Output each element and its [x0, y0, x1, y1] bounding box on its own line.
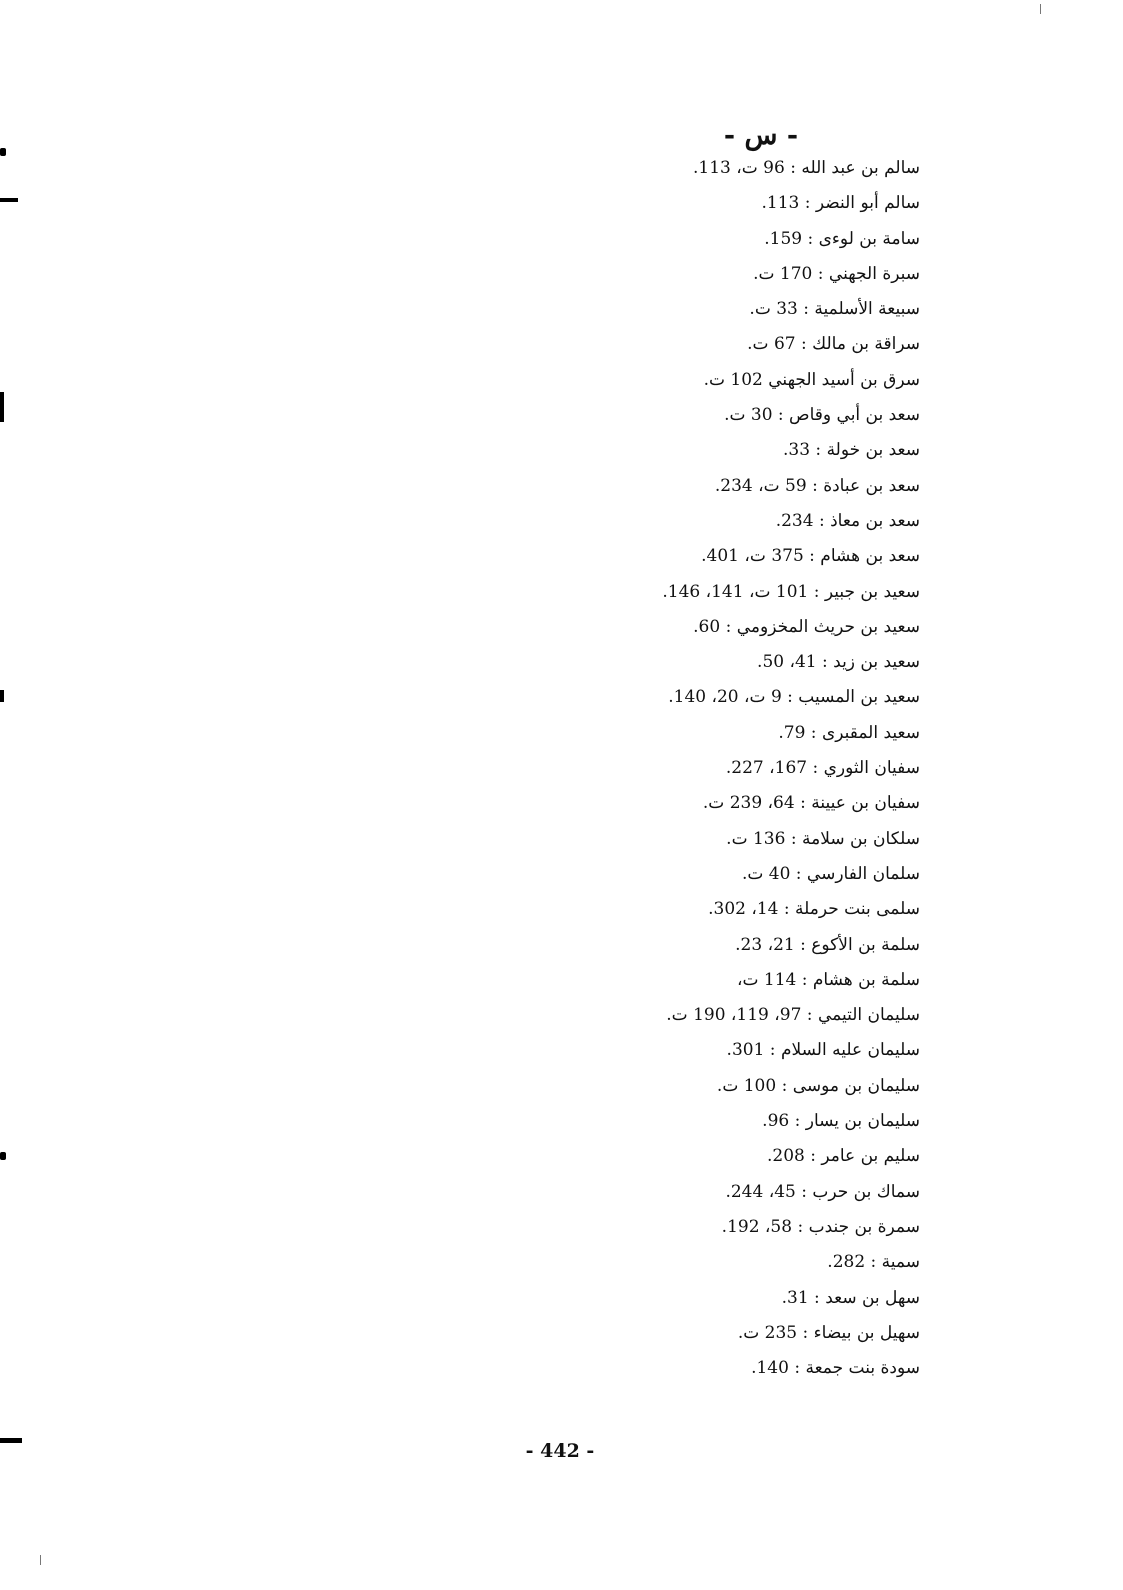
- index-entry: سلمة بن الأكوع : 21، 23.: [735, 934, 920, 955]
- scan-speck: [40, 1555, 41, 1565]
- scan-margin-mark: [0, 392, 4, 422]
- index-entry: سعيد بن زيد : 41، 50.: [757, 652, 920, 673]
- index-entry: سالم أبو النضر : 113.: [761, 193, 920, 214]
- index-entry: سودة بنت جمعة : 140.: [751, 1358, 920, 1379]
- page-number: - 442 -: [525, 1440, 595, 1462]
- index-entry: سعد بن معاذ : 234.: [775, 510, 920, 531]
- index-entry: سعد بن هشام : 375 ت، 401.: [701, 546, 920, 567]
- scan-margin-mark: [0, 690, 4, 702]
- index-entry: سهيل بن بيضاء : 235 ت.: [737, 1322, 920, 1343]
- index-entry: سليمان التيمي : 97، 119، 190 ت.: [666, 1005, 920, 1026]
- index-entry: سراقة بن مالك : 67 ت.: [747, 334, 920, 355]
- index-entry: سمية : 282.: [827, 1252, 920, 1273]
- scan-margin-mark: [0, 148, 6, 156]
- index-entry: سليمان بن موسى : 100 ت.: [716, 1075, 920, 1096]
- index-entry: سبرة الجهني : 170 ت.: [753, 263, 920, 284]
- index-entry: سليمان بن يسار : 96.: [762, 1111, 920, 1132]
- scan-margin-mark: [0, 1152, 6, 1160]
- index-entry: سعيد بن حريث المخزومي : 60.: [693, 616, 920, 637]
- index-entry: سرق بن أسيد الجهني 102 ت.: [703, 369, 920, 390]
- section-heading: - س -: [723, 120, 799, 151]
- index-entry: سلمى بنت حرملة : 14، 302.: [708, 899, 920, 920]
- scan-margin-mark: [0, 1438, 22, 1443]
- index-entry: سعد بن خولة : 33.: [782, 440, 920, 461]
- index-entry: سليمان عليه السلام : 301.: [726, 1040, 920, 1061]
- index-entry: سعد بن أبي وقاص : 30 ت.: [724, 405, 920, 426]
- index-entry: سليم بن عامر : 208.: [767, 1146, 920, 1167]
- index-entry: سبيعة الأسلمية : 33 ت.: [749, 299, 920, 320]
- index-entry: سعيد بن جبير : 101 ت، 141، 146.: [662, 581, 920, 602]
- index-entry: سعد بن عبادة : 59 ت، 234.: [714, 475, 920, 496]
- index-entry: سهل بن سعد : 31.: [781, 1287, 920, 1308]
- index-entry: سعيد المقبرى : 79.: [778, 722, 920, 743]
- index-entry: سفيان الثوري : 167، 227.: [725, 758, 920, 779]
- index-entry: سفيان بن عيينة : 64، 239 ت.: [702, 793, 920, 814]
- scan-margin-mark: [0, 198, 18, 202]
- scan-speck: [1040, 4, 1041, 14]
- index-entry: سعيد بن المسيب : 9 ت، 20، 140.: [668, 687, 920, 708]
- index-entry: سالم بن عبد الله : 96 ت، 113.: [693, 158, 920, 178]
- index-entry: سماك بن حرب : 45، 244.: [725, 1181, 920, 1202]
- index-entry: سامة بن لوءى : 159.: [764, 228, 920, 249]
- index-list: [460, 151, 920, 1386]
- index-entry: سلكان بن سلامة : 136 ت.: [726, 828, 920, 849]
- index-entry: سلمة بن هشام : 114 ت،: [736, 969, 920, 990]
- index-entry: سمرة بن جندب : 58، 192.: [721, 1216, 920, 1237]
- index-entry: سلمان الفارسي : 40 ت.: [741, 863, 920, 884]
